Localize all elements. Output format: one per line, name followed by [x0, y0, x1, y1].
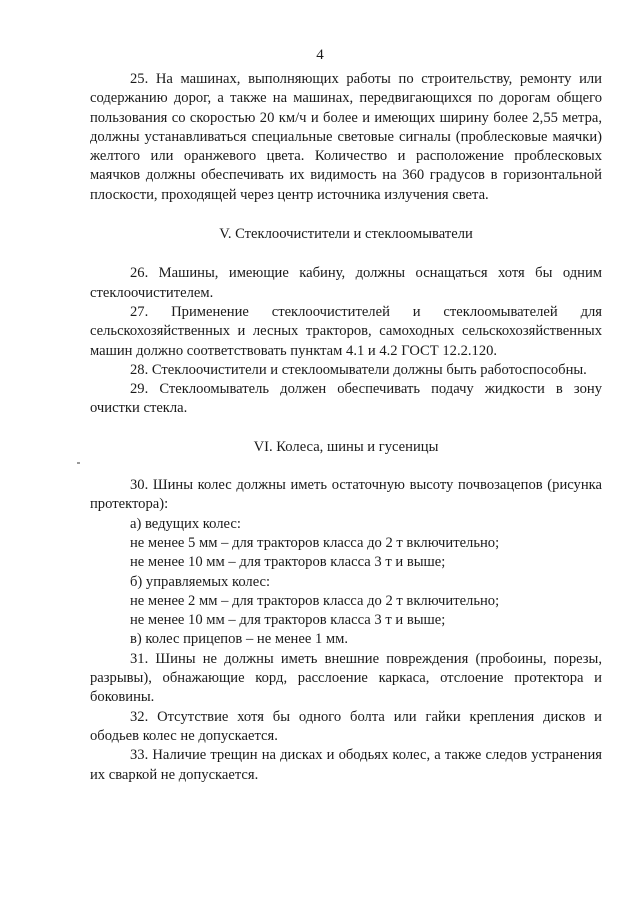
- paragraph-33: 33. Наличие трещин на дисках и ободьях колес, а также следов устранения их сваркой не допускается.: [90, 747, 602, 783]
- tread-depth-list: [90, 515, 602, 650]
- document-body: [90, 70, 602, 785]
- section-heading-vi: VI. Колеса, шины и гусеницы: [253, 438, 439, 455]
- list-item: б) управляемых колес:: [130, 573, 271, 590]
- paragraph-30: 30. Шины колес должны иметь остаточную высоту почвозацепов (рисунка протектора):: [90, 477, 602, 513]
- list-item: не менее 10 мм – для тракторов класса 3 т и выше;: [130, 612, 446, 629]
- paragraph-32: 32. Отсутствие хотя бы одного болта или гайки крепления дисков и ободьев колес не допускается.: [90, 708, 602, 744]
- list-item: а) ведущих колес:: [130, 515, 241, 532]
- list-item: в) колес прицепов – не менее 1 мм.: [130, 631, 349, 648]
- paragraph-25: 25. На машинах, выполняющих работы по строительству, ремонту или содержанию дорог, а также на машинах, передвигающихся по дорогам общего пользования со скоростью 20 км/ч и более и имеющих ширину более 2,55 метра, должны устанавливаться специальные световые сигналы (проблесковые маячки) желтого или оранжевого цвета. Количество и расположение проблесковых маячков должны обеспечивать их видимость на 360 градусов в горизонтальной плоскости, проходящей через центр источника излучения света.: [90, 71, 602, 203]
- list-item: не менее 5 мм – для тракторов класса до 2 т включительно;: [130, 534, 500, 551]
- page-number: 4: [316, 47, 324, 63]
- scan-mark: [77, 462, 80, 464]
- list-item: не менее 10 мм – для тракторов класса 3 т и выше;: [130, 554, 446, 571]
- paragraph-27: 27. Применение стеклоочистителей и стеклоомывателей для сельскохозяйственных и лесных тракторов, самоходных сельскохозяйственных машин должно соответствовать пунктам 4.1 и 4.2 ГОСТ 12.2.120.: [90, 303, 602, 359]
- section-heading-v: V. Стеклоочистители и стеклоомыватели: [219, 226, 473, 243]
- paragraph-28: 28. Стеклоочистители и стеклоомыватели должны быть работоспособны.: [130, 361, 587, 378]
- paragraph-31: 31. Шины не должны иметь внешние повреждения (пробоины, порезы, разрывы), обнажающие корд, расслоение каркаса, отслоение протектора и боковины.: [90, 650, 602, 706]
- paragraph-29: 29. Стеклоомыватель должен обеспечивать подачу жидкости в зону очистки стекла.: [90, 381, 602, 417]
- list-item: не менее 2 мм – для тракторов класса до 2 т включительно;: [130, 592, 500, 609]
- paragraph-26: 26. Машины, имеющие кабину, должны оснащаться хотя бы одним стеклоочистителем.: [90, 265, 602, 301]
